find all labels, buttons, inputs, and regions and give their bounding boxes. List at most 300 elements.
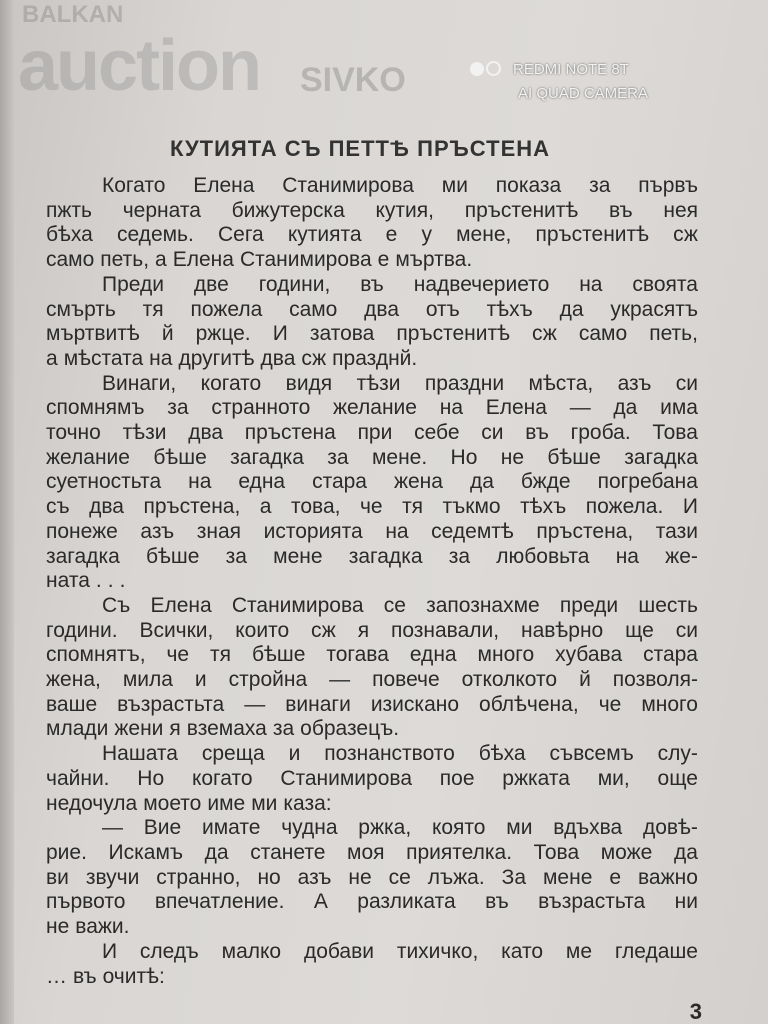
word: загадка	[624, 445, 698, 469]
word: Винаги,	[102, 371, 177, 395]
word: же-	[665, 544, 698, 568]
word: стара	[312, 470, 367, 494]
word: два	[89, 495, 124, 519]
word: ми	[251, 791, 278, 815]
camera-ring-icon	[486, 61, 501, 76]
word: мила	[122, 668, 173, 692]
word: кутия,	[375, 198, 434, 222]
word: Когато	[102, 174, 166, 197]
word: довѣ-	[642, 816, 698, 840]
word: спомнятъ,	[46, 643, 146, 667]
word: млади	[46, 717, 109, 741]
word: —	[569, 396, 591, 420]
word: образецъ.	[300, 717, 400, 741]
text-line	[46, 446, 698, 471]
word: шесть	[638, 593, 698, 617]
text-line	[46, 767, 698, 792]
word: много	[477, 643, 535, 667]
word: два	[188, 421, 224, 445]
word: ржката	[502, 766, 570, 790]
word: да	[559, 297, 584, 321]
word: мене	[542, 865, 593, 889]
word: каза:	[283, 791, 332, 815]
word: имате	[201, 816, 261, 840]
word: нея	[663, 198, 698, 222]
word: спомнямъ	[46, 396, 145, 420]
text-line	[46, 890, 698, 915]
word: —	[244, 692, 266, 716]
text-line	[46, 372, 698, 397]
word: Станимирова	[231, 593, 364, 617]
word: важи.	[75, 915, 130, 939]
word: слу-	[657, 742, 698, 766]
word: загадка	[46, 544, 120, 568]
camera-label: AI QUAD CAMERA	[518, 85, 649, 102]
word: сж	[673, 223, 698, 247]
word: на	[188, 470, 212, 494]
word: Но	[137, 766, 165, 790]
word: една	[238, 470, 286, 494]
word: въ	[73, 964, 97, 988]
word: кутията	[287, 223, 362, 247]
word: пръстена	[244, 421, 336, 445]
text-line	[46, 322, 698, 347]
word: тя	[210, 643, 232, 667]
word: но	[257, 865, 281, 889]
word: ни	[674, 890, 698, 914]
word: се	[388, 865, 411, 889]
word: зная	[196, 519, 242, 543]
word: тъкмо	[442, 495, 501, 519]
word: въ	[485, 890, 509, 914]
word: си	[481, 421, 504, 445]
word: надвечерието	[413, 272, 550, 296]
word: въ	[360, 272, 384, 296]
word: любовьта	[496, 544, 590, 568]
word: отколкото	[461, 668, 558, 692]
word: странното	[211, 396, 311, 420]
word: Сега	[217, 223, 264, 247]
word: една	[409, 643, 457, 667]
word: чудна	[281, 816, 338, 840]
word: два	[364, 297, 400, 321]
word: петь,	[649, 322, 698, 346]
word: пръстенитѣ	[396, 322, 510, 346]
word: първото	[46, 890, 126, 914]
word: малко	[221, 939, 282, 963]
text-line	[46, 273, 698, 298]
word: че	[359, 495, 383, 519]
word: показа	[495, 174, 562, 197]
word: следъ	[139, 939, 199, 963]
word: пжть	[46, 198, 92, 222]
word: за	[589, 174, 611, 197]
word: среща	[201, 742, 265, 766]
word: а	[259, 495, 272, 519]
word: само	[289, 297, 338, 321]
word: и	[194, 668, 207, 692]
word: у	[421, 223, 432, 247]
word: да	[673, 840, 698, 864]
word: бѣха	[478, 742, 526, 766]
word: впечатление.	[154, 890, 285, 914]
text-line	[46, 223, 698, 248]
word: приятелка.	[406, 840, 513, 864]
text-line	[46, 841, 698, 866]
word: лъжа.	[427, 865, 485, 889]
word: гледаше	[614, 939, 698, 963]
word: тѣхъ	[520, 495, 567, 519]
word: ме	[565, 939, 593, 963]
text-line	[46, 545, 698, 570]
word: съ	[46, 495, 70, 519]
word: моето	[143, 791, 202, 815]
word: ще	[625, 618, 654, 642]
word: я	[357, 618, 370, 642]
word: желание	[46, 445, 130, 469]
text-line	[46, 693, 698, 718]
word: разликата	[357, 890, 456, 914]
word: погребана	[597, 470, 698, 494]
word: при	[357, 421, 393, 445]
word: сж	[301, 346, 327, 370]
word: ви	[46, 865, 69, 889]
word: бѣха	[46, 223, 93, 247]
text-line	[46, 643, 698, 668]
word: стройна	[228, 668, 308, 692]
word: видя	[285, 371, 333, 395]
word: която	[431, 816, 486, 840]
word: жени	[114, 717, 164, 741]
body-text	[46, 174, 698, 989]
word: а	[46, 346, 58, 370]
word: й	[161, 322, 174, 346]
word: че	[166, 643, 190, 667]
word: жена,	[46, 668, 101, 692]
word: пожела.	[585, 495, 664, 519]
word: понеже	[46, 519, 118, 543]
text-line	[46, 520, 698, 545]
word: моя	[347, 840, 385, 864]
word: повече	[372, 668, 440, 692]
word: име	[207, 791, 246, 815]
word: само	[46, 248, 95, 272]
word: Всички,	[139, 618, 214, 642]
text-line	[46, 816, 698, 841]
word: мъртвитѣ	[46, 322, 140, 346]
word: за	[327, 445, 349, 469]
word: себе	[414, 421, 460, 445]
word: пръстенитѣ	[535, 223, 650, 247]
word: познанството	[324, 742, 455, 766]
word: запознахме	[426, 593, 540, 617]
word: желание	[333, 396, 417, 420]
word: е	[609, 865, 622, 889]
word: сж	[532, 322, 557, 346]
word: …	[46, 964, 67, 988]
word: своята	[632, 272, 698, 296]
word: на	[615, 544, 639, 568]
word: мѣстата	[63, 346, 144, 370]
word: на	[439, 396, 463, 420]
text-line	[46, 396, 698, 421]
word: .	[95, 569, 102, 593]
word: пръстена,	[536, 519, 634, 543]
watermark-logo: auction	[18, 26, 261, 106]
word: очитѣ:	[102, 964, 165, 988]
word: станете	[250, 840, 326, 864]
word: когато	[200, 371, 262, 395]
word: Това	[533, 840, 580, 864]
word: бижутерска	[231, 198, 345, 222]
watermark-line1: BALKAN	[22, 1, 124, 28]
word: ми,	[597, 766, 630, 790]
word: на	[579, 272, 603, 296]
word: си	[675, 371, 698, 395]
word: пръстенитѣ	[464, 198, 579, 222]
text-line	[46, 421, 698, 446]
word: бѣше	[153, 445, 207, 469]
text-line	[46, 495, 698, 520]
chapter-title: КУТИЯТА СЪ ПЕТТѢ ПРЪСТЕНА	[169, 136, 551, 161]
word: ваше	[46, 692, 98, 716]
word: загадка	[348, 544, 423, 568]
word: точно	[46, 421, 101, 445]
word: си	[675, 618, 698, 642]
word: тогава	[326, 643, 389, 667]
word: да	[204, 840, 229, 864]
word: два	[260, 346, 296, 370]
word: години,	[258, 272, 331, 296]
word: рие.	[46, 840, 87, 864]
word: странно,	[156, 865, 241, 889]
word: и	[288, 742, 301, 766]
word: само	[578, 322, 628, 346]
word: въ	[609, 198, 633, 222]
text-line	[46, 965, 698, 990]
word: когато	[191, 766, 253, 790]
text-line	[46, 594, 698, 619]
text-line	[46, 717, 698, 742]
word: а	[155, 248, 167, 272]
word: тя	[402, 495, 424, 519]
word: мене	[273, 544, 323, 568]
word: тѣзи	[356, 371, 401, 395]
word: сж	[311, 618, 336, 642]
word: че	[598, 692, 622, 716]
word: които	[235, 618, 290, 642]
camera-stamp	[470, 58, 648, 106]
word: пожела	[190, 297, 263, 321]
word: мене.	[371, 445, 428, 469]
word: смърть	[46, 297, 116, 321]
camera-dot-icon	[470, 62, 484, 76]
text-line	[46, 248, 698, 273]
word: ми	[441, 174, 468, 197]
text-line	[46, 569, 698, 594]
word: ржце.	[195, 322, 251, 346]
word: вдъхва	[553, 816, 623, 840]
word: има	[660, 396, 698, 420]
word: важно	[637, 865, 698, 889]
word: черната	[122, 198, 201, 222]
word: украсятъ	[610, 297, 698, 321]
word: затова	[309, 322, 375, 346]
word: преди	[559, 593, 619, 617]
word: Нашата	[102, 742, 178, 766]
word: За	[501, 865, 527, 889]
word: седемь.	[116, 223, 194, 247]
word: облѣчена,	[479, 692, 579, 716]
word: бѣше	[547, 445, 601, 469]
word: това,	[290, 495, 341, 519]
camera-model: REDMI NOTE 8T	[513, 61, 629, 78]
word: жена	[393, 470, 443, 494]
word: петь,	[100, 248, 150, 272]
word: недочула	[46, 791, 138, 815]
text-line	[46, 470, 698, 495]
word: стара	[643, 643, 698, 667]
word: загадка	[230, 445, 304, 469]
word: познавали,	[390, 618, 500, 642]
text-line	[46, 298, 698, 323]
word: като	[501, 939, 544, 963]
word: пое	[439, 766, 475, 790]
word: Станимирова	[239, 248, 372, 272]
text-line	[46, 792, 698, 817]
word: много	[641, 692, 698, 716]
word: А	[313, 890, 328, 914]
word: изискано	[370, 692, 460, 716]
word: ржка,	[358, 816, 412, 840]
word: праздни	[424, 371, 505, 395]
word: винаги	[285, 692, 351, 716]
word: за	[272, 717, 295, 741]
word: да	[613, 396, 638, 420]
word: Елена	[193, 174, 255, 197]
word: й	[579, 668, 591, 692]
word: историята	[263, 519, 363, 543]
word: вземаха	[186, 717, 267, 741]
word: Станимирова	[280, 766, 412, 790]
word: се	[383, 593, 406, 617]
word: не	[500, 445, 525, 469]
word: да	[469, 470, 494, 494]
word: тихичко,	[396, 939, 479, 963]
word: Съ	[102, 593, 131, 617]
word: азъ	[617, 371, 652, 395]
text-line	[46, 347, 698, 372]
word: мене,	[456, 223, 512, 247]
word: азъ	[297, 865, 332, 889]
word: съвсемъ	[549, 742, 634, 766]
word: навѣрно	[520, 618, 604, 642]
word: .	[119, 569, 126, 593]
text-line	[46, 668, 698, 693]
word: Елена	[172, 248, 234, 272]
word: чайни.	[46, 766, 110, 790]
word: гроба.	[570, 421, 631, 445]
word: .	[107, 569, 114, 593]
word: две	[193, 272, 229, 296]
text-line	[46, 619, 698, 644]
word: за	[167, 396, 189, 420]
word: седемтѣ	[431, 519, 514, 543]
watermark-line3: SIVKO	[300, 61, 406, 99]
word: възрастьта	[117, 692, 225, 716]
word: не	[46, 915, 70, 939]
word: другитѣ	[178, 346, 255, 370]
word: —	[102, 816, 123, 840]
word: бѣше	[145, 544, 200, 568]
word: тази	[655, 519, 698, 543]
word: ми	[506, 816, 533, 840]
word: ната	[46, 569, 90, 593]
word: първъ	[638, 174, 698, 197]
word: възрастьта	[538, 890, 646, 914]
word: тѣхъ	[486, 297, 533, 321]
word: за	[448, 544, 471, 568]
word: е	[385, 223, 398, 247]
word: мъртва.	[395, 248, 473, 272]
word: звучи	[85, 865, 140, 889]
word: я	[169, 717, 181, 741]
word: за	[225, 544, 247, 568]
word: на	[149, 346, 173, 370]
word: Елена	[485, 396, 547, 420]
page-number: 3	[689, 999, 702, 1024]
word: празднй.	[332, 346, 418, 370]
word: може	[600, 840, 653, 864]
word: Вие	[143, 816, 182, 840]
word: Преди	[102, 272, 164, 296]
word: въ	[525, 421, 549, 445]
word: Елена	[150, 593, 212, 617]
word: мѣста,	[528, 371, 594, 395]
word: азъ	[140, 519, 175, 543]
text-line	[46, 915, 698, 940]
word: Това	[652, 421, 698, 445]
word: отъ	[425, 297, 460, 321]
word: И	[102, 939, 118, 963]
word: тѣзи	[122, 421, 167, 445]
word: на	[385, 519, 409, 543]
word: бжде	[520, 470, 571, 494]
text-line	[46, 866, 698, 891]
word: тя	[142, 297, 164, 321]
text-line	[46, 174, 698, 199]
word: Но	[450, 445, 478, 469]
text-line	[46, 742, 698, 767]
word: години.	[46, 618, 118, 642]
text-line	[46, 199, 698, 224]
word: пръстена,	[143, 495, 241, 519]
word: е	[377, 248, 390, 272]
word: Станимирова	[282, 174, 414, 197]
word: суетностьта	[46, 470, 162, 494]
word: не	[348, 865, 372, 889]
word: хубава	[555, 643, 623, 667]
word: И	[682, 495, 698, 519]
word: Искамъ	[108, 840, 184, 864]
word: позволя-	[612, 668, 698, 692]
word: добави	[303, 939, 374, 963]
word: —	[329, 668, 351, 692]
word: И	[272, 322, 288, 346]
text-line	[46, 940, 698, 965]
word: още	[657, 766, 698, 790]
word: бѣше	[251, 643, 306, 667]
